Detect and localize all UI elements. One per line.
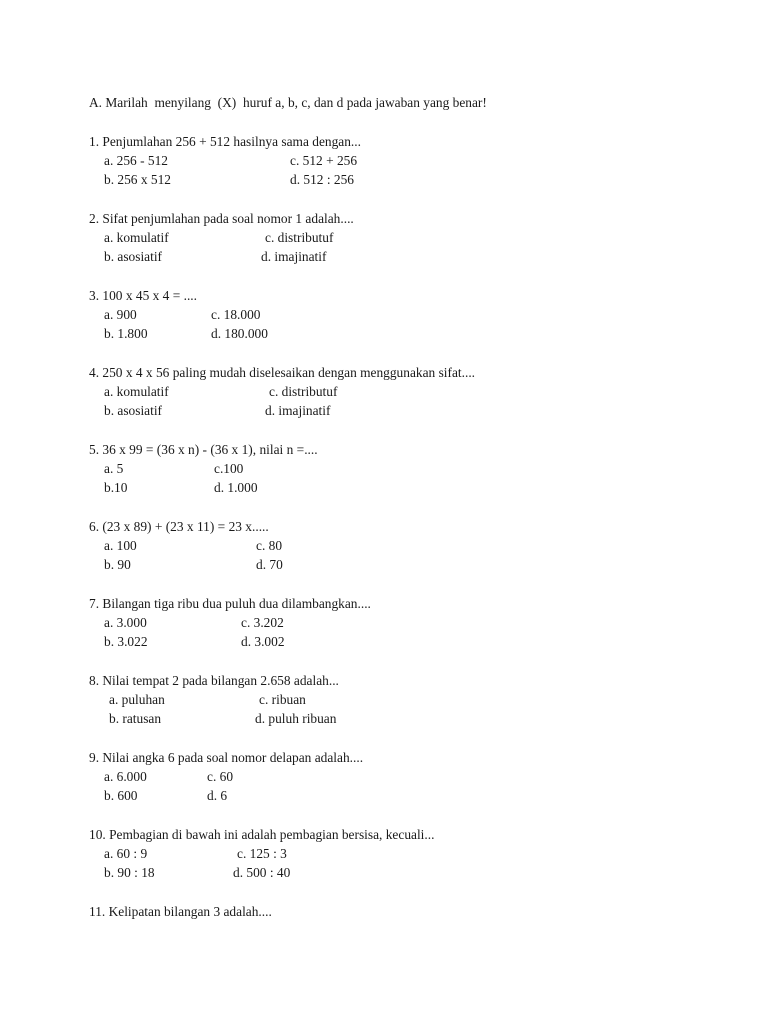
question-3-option-c: c. 18.000 [211,307,261,322]
question-3-text: 3. 100 x 45 x 4 = .... [89,288,197,303]
question-4-option-d: d. imajinatif [265,403,331,418]
question-3-option-a: a. 900 [104,307,137,322]
question-9-option-b: b. 600 [104,788,138,803]
question-2-option-d: d. imajinatif [261,249,327,264]
question-1-option-d: d. 512 : 256 [290,172,354,187]
question-7-option-a: a. 3.000 [104,615,147,630]
question-1-option-b: b. 256 x 512 [104,172,171,187]
question-8-option-d: d. puluh ribuan [255,711,337,726]
question-10-option-b: b. 90 : 18 [104,865,155,880]
question-9-option-c: c. 60 [207,769,234,784]
question-6-option-d: d. 70 [256,557,283,572]
question-10-option-c: c. 125 : 3 [237,846,287,861]
question-8-option-c: c. ribuan [259,692,306,707]
question-10-option-a: a. 60 : 9 [104,846,148,861]
question-7-option-b: b. 3.022 [104,634,148,649]
question-11-text: 11. Kelipatan bilangan 3 adalah.... [89,904,272,919]
question-4-option-a: a. komulatif [104,384,169,399]
question-4-text: 4. 250 x 4 x 56 paling mudah diselesaikan dengan menggunakan sifat.... [89,365,476,380]
question-7-option-c: c. 3.202 [241,615,284,630]
question-7-text: 7. Bilangan tiga ribu dua puluh dua dilambangkan.... [89,596,371,611]
question-6-option-a: a. 100 [104,538,137,553]
question-6-option-c: c. 80 [256,538,283,553]
question-5-option-c: c.100 [214,461,244,476]
question-1-text: 1. Penjumlahan 256 + 512 hasilnya sama dengan... [89,134,361,149]
question-6-text: 6. (23 x 89) + (23 x 11) = 23 x..... [89,519,269,534]
section-instruction: A. Marilah menyilang (X) huruf a, b, c, dan d pada jawaban yang benar! [89,95,487,110]
question-2-text: 2. Sifat penjumlahan pada soal nomor 1 adalah.... [89,211,354,226]
question-2-option-b: b. asosiatif [104,249,163,264]
question-9-option-d: d. 6 [207,788,228,803]
question-8-text: 8. Nilai tempat 2 pada bilangan 2.658 adalah... [89,673,339,688]
question-8-option-b: b. ratusan [109,711,162,726]
question-9-text: 9. Nilai angka 6 pada soal nomor delapan adalah.... [89,750,364,765]
question-6-option-b: b. 90 [104,557,131,572]
question-8-option-a: a. puluhan [109,692,165,707]
question-2-option-c: c. distributuf [265,230,334,245]
question-1-option-c: c. 512 + 256 [290,153,358,168]
question-3-option-b: b. 1.800 [104,326,148,341]
question-1-option-a: a. 256 - 512 [104,153,168,168]
question-2-option-a: a. komulatif [104,230,169,245]
question-5-option-a: a. 5 [104,461,124,476]
question-4-option-b: b. asosiatif [104,403,163,418]
question-10-text: 10. Pembagian di bawah ini adalah pembagian bersisa, kecuali... [89,827,435,842]
question-9-option-a: a. 6.000 [104,769,147,784]
question-4-option-c: c. distributuf [269,384,338,399]
question-7-option-d: d. 3.002 [241,634,285,649]
question-5-option-d: d. 1.000 [214,480,258,495]
question-10-option-d: d. 500 : 40 [233,865,291,880]
question-5-option-b: b.10 [104,480,128,495]
question-5-text: 5. 36 x 99 = (36 x n) - (36 x 1), nilai n =.... [89,442,318,457]
question-3-option-d: d. 180.000 [211,326,268,341]
